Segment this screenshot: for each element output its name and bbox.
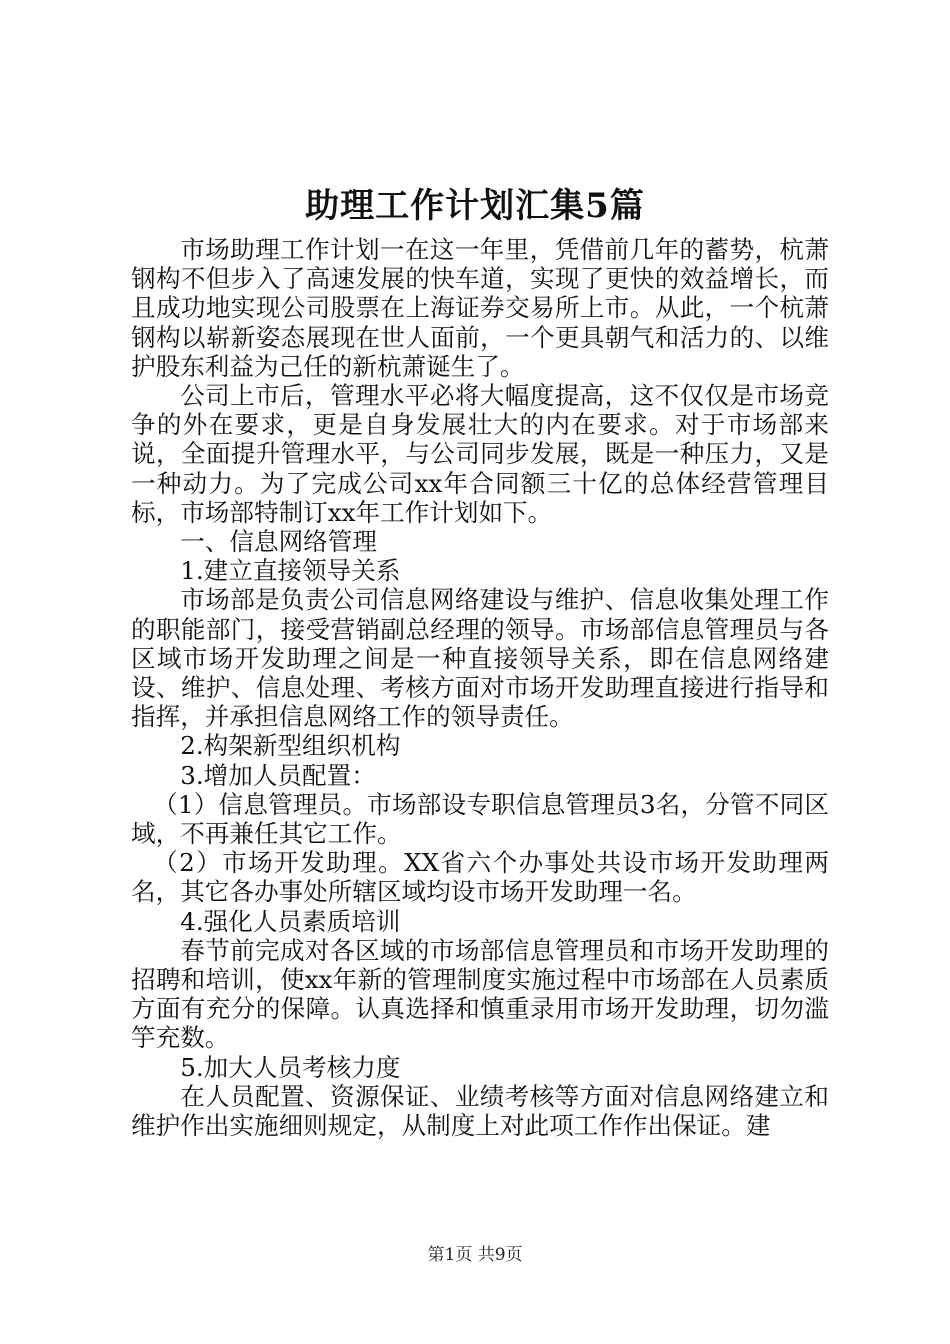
subsection-heading: 5.加大人员考核力度 [180,1052,401,1082]
paragraph: 市场部是负责公司信息网络建设与维护、信息收集处理工作的职能部门，接受营销副总经理的领导。市场部信息管理员与各区域市场开发助理之间是一种直接领导关系，即在信息网络建设、维护、信息处理、考核方面对市场开发助理直接进行指导和指挥，并承担信息网络工作的领导责任。 [131,585,829,732]
page-footer: 第1页 共9页 [427,1245,523,1265]
paragraph: 在人员配置、资源保证、业绩考核等方面对信息网络建立和维护作出实施细则规定，从制度上对此项工作作出保证。建 [131,1081,829,1141]
subsection-heading: 4.强化人员素质培训 [180,906,401,936]
list-item: （2）市场开发助理。XX省六个办事处共设市场开发助理两名，其它各办事处所辖区域均设市场开发助理一名。 [131,848,829,907]
section-heading: 一、信息网络管理 [180,527,377,557]
subsection-heading: 1.建立直接领导关系 [180,556,401,586]
list-item: （1）信息管理员。市场部设专职信息管理员3名，分管不同区域，不再兼任其它工作。 [131,789,829,849]
document-body [131,235,829,1140]
paragraph: 市场助理工作计划一在这一年里，凭借前几年的蓄势，杭萧钢构不但步入了高速发展的快车道，实现了更快的效益增长，而且成功地实现公司股票在上海证券交易所上市。从此，一个杭萧钢构以崭新姿态展现在世人面前，一个更具朝气和活力的、以维护股东利益为己任的新杭萧诞生了。 [131,235,829,381]
document-title: 助理工作计划汇集5篇 [305,186,645,226]
subsection-heading: 3.增加人员配置： [180,760,376,790]
paragraph: 春节前完成对各区域的市场部信息管理员和市场开发助理的招聘和培训，使xx年新的管理制度实施过程中市场部在人员素质方面有充分的保障。认真选择和慎重录用市场开发助理，切勿滥竽充数。 [131,935,829,1053]
paragraph: 公司上市后，管理水平必将大幅度提高，这不仅仅是市场竞争的外在要求，更是自身发展壮大的内在要求。对于市场部来说，全面提升管理水平，与公司同步发展，既是一种压力，又是一种动力。为了完成公司xx年合同额三十亿的总体经营管理目标，市场部特制订xx年工作计划如下。 [131,381,829,527]
subsection-heading: 2.构架新型组织机构 [180,731,401,761]
